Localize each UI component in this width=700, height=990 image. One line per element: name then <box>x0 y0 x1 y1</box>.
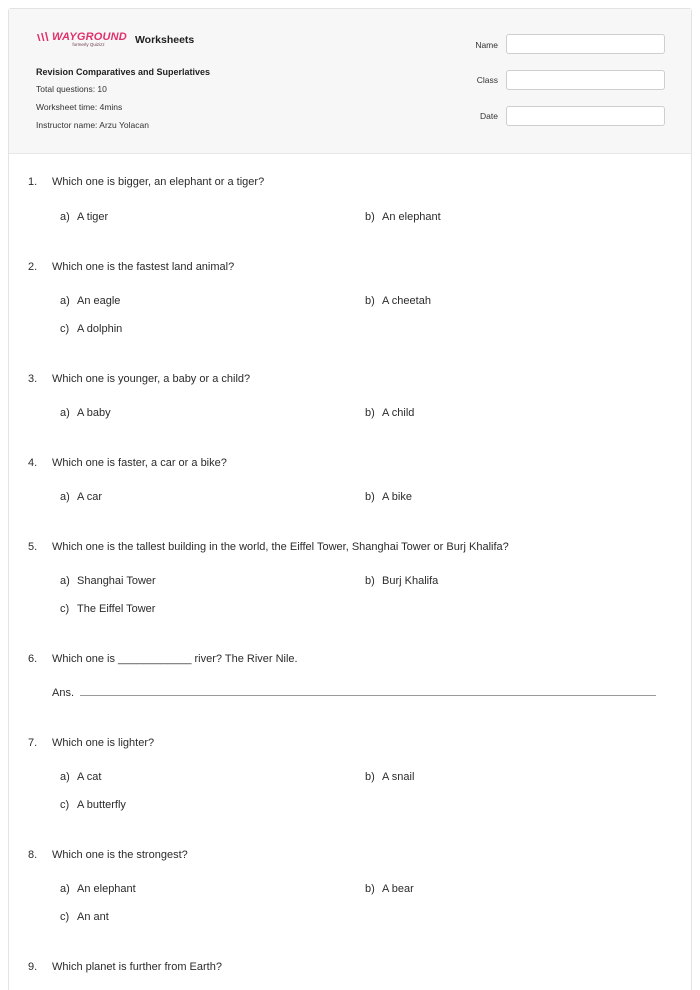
option-text: Shanghai Tower <box>77 575 156 587</box>
name-field[interactable] <box>506 34 665 54</box>
option-letter: b) <box>365 295 375 307</box>
question-6 <box>28 653 298 665</box>
option-letter: a) <box>60 211 70 223</box>
question-number: 8. <box>28 849 38 861</box>
option-text: Burj Khalifa <box>382 575 439 587</box>
question-text: Which one is the fastest land animal? <box>52 261 235 273</box>
question-number: 7. <box>28 737 38 749</box>
option-text: A baby <box>77 407 111 419</box>
question-text: Which one is lighter? <box>52 737 155 749</box>
question-8 <box>28 849 188 861</box>
option-4a[interactable] <box>60 491 102 503</box>
wayground-logo <box>36 31 127 47</box>
option-5a[interactable] <box>60 575 156 587</box>
option-4b[interactable] <box>365 491 412 503</box>
logo-text: WAYGROUND <box>52 31 127 43</box>
option-3b[interactable] <box>365 407 414 419</box>
question-number: 9. <box>28 961 38 973</box>
option-letter: c) <box>60 323 70 335</box>
option-text: A child <box>382 407 415 419</box>
option-letter: b) <box>365 407 375 419</box>
date-label: Date <box>480 111 498 121</box>
option-5c[interactable] <box>60 603 155 615</box>
option-text: A car <box>77 491 103 503</box>
question-text: Which one is younger, a baby or a child? <box>52 373 251 385</box>
question-text: Which one is the strongest? <box>52 849 188 861</box>
option-text: A bear <box>382 883 414 895</box>
option-text: A butterfly <box>77 799 126 811</box>
option-text: A tiger <box>77 211 109 223</box>
question-text: Which one is faster, a car or a bike? <box>52 457 227 469</box>
option-text: An ant <box>77 911 109 923</box>
question-text: Which one is bigger, an elephant or a tiger? <box>52 176 265 188</box>
option-letter: a) <box>60 575 70 587</box>
option-2c[interactable] <box>60 323 122 335</box>
question-number: 5. <box>28 541 38 553</box>
question-1 <box>28 176 264 188</box>
option-8a[interactable] <box>60 883 136 895</box>
option-text: The Eiffel Tower <box>77 603 156 615</box>
option-letter: b) <box>365 211 375 223</box>
date-field[interactable] <box>506 106 665 126</box>
answer-line[interactable] <box>80 695 656 696</box>
option-letter: a) <box>60 883 70 895</box>
option-letter: a) <box>60 295 70 307</box>
logo-mark-icon <box>36 32 50 42</box>
question-4 <box>28 457 227 469</box>
option-7c[interactable] <box>60 799 126 811</box>
brand <box>36 31 194 47</box>
option-letter: c) <box>60 799 70 811</box>
option-text: A cat <box>77 771 102 783</box>
total-questions: Total questions: 10 <box>36 84 107 94</box>
option-text: An elephant <box>77 883 136 895</box>
option-text: An eagle <box>77 295 121 307</box>
option-letter: c) <box>60 911 70 923</box>
answer-label: Ans. <box>52 687 75 699</box>
option-letter: c) <box>60 603 70 615</box>
option-letter: a) <box>60 407 70 419</box>
question-9 <box>28 961 222 973</box>
app-name: Worksheets <box>134 34 195 46</box>
worksheet-header <box>9 9 691 154</box>
question-2 <box>28 261 234 273</box>
option-text: An elephant <box>382 211 441 223</box>
question-number: 2. <box>28 261 38 273</box>
option-1b[interactable] <box>365 211 441 223</box>
class-label: Class <box>476 75 498 85</box>
option-1a[interactable] <box>60 211 108 223</box>
option-2a[interactable] <box>60 295 120 307</box>
option-text: A cheetah <box>382 295 431 307</box>
option-3a[interactable] <box>60 407 111 419</box>
name-label: Name <box>475 40 498 50</box>
class-field[interactable] <box>506 70 665 90</box>
worksheet-time: Worksheet time: 4mins <box>36 102 123 112</box>
question-text: Which planet is further from Earth? <box>52 961 222 973</box>
option-5b[interactable] <box>365 575 438 587</box>
question-number: 4. <box>28 457 38 469</box>
option-7a[interactable] <box>60 771 101 783</box>
question-5 <box>28 541 509 553</box>
option-letter: a) <box>60 491 70 503</box>
option-text: A bike <box>382 491 412 503</box>
question-text: Which one is ____________ river? The River Nile. <box>52 653 298 665</box>
logo-subtext: formerly Quizizz <box>72 42 105 47</box>
option-letter: a) <box>60 771 70 783</box>
question-number: 3. <box>28 373 38 385</box>
option-letter: b) <box>365 771 375 783</box>
option-2b[interactable] <box>365 295 431 307</box>
option-7b[interactable] <box>365 771 414 783</box>
worksheet-page <box>8 8 692 990</box>
instructor-name: Instructor name: Arzu Yolacan <box>36 120 149 130</box>
option-text: A dolphin <box>77 323 123 335</box>
option-8c[interactable] <box>60 911 109 923</box>
option-letter: b) <box>365 491 375 503</box>
option-letter: b) <box>365 575 375 587</box>
question-number: 1. <box>28 176 38 188</box>
question-3 <box>28 373 250 385</box>
worksheet-title: Revision Comparatives and Superlatives <box>36 67 211 77</box>
option-8b[interactable] <box>365 883 414 895</box>
question-number: 6. <box>28 653 38 665</box>
question-text: Which one is the tallest building in the world, the Eiffel Tower, Shanghai Tower or Burj Khalifa? <box>52 541 509 553</box>
option-text: A snail <box>382 771 415 783</box>
option-letter: b) <box>365 883 375 895</box>
question-7 <box>28 737 154 749</box>
